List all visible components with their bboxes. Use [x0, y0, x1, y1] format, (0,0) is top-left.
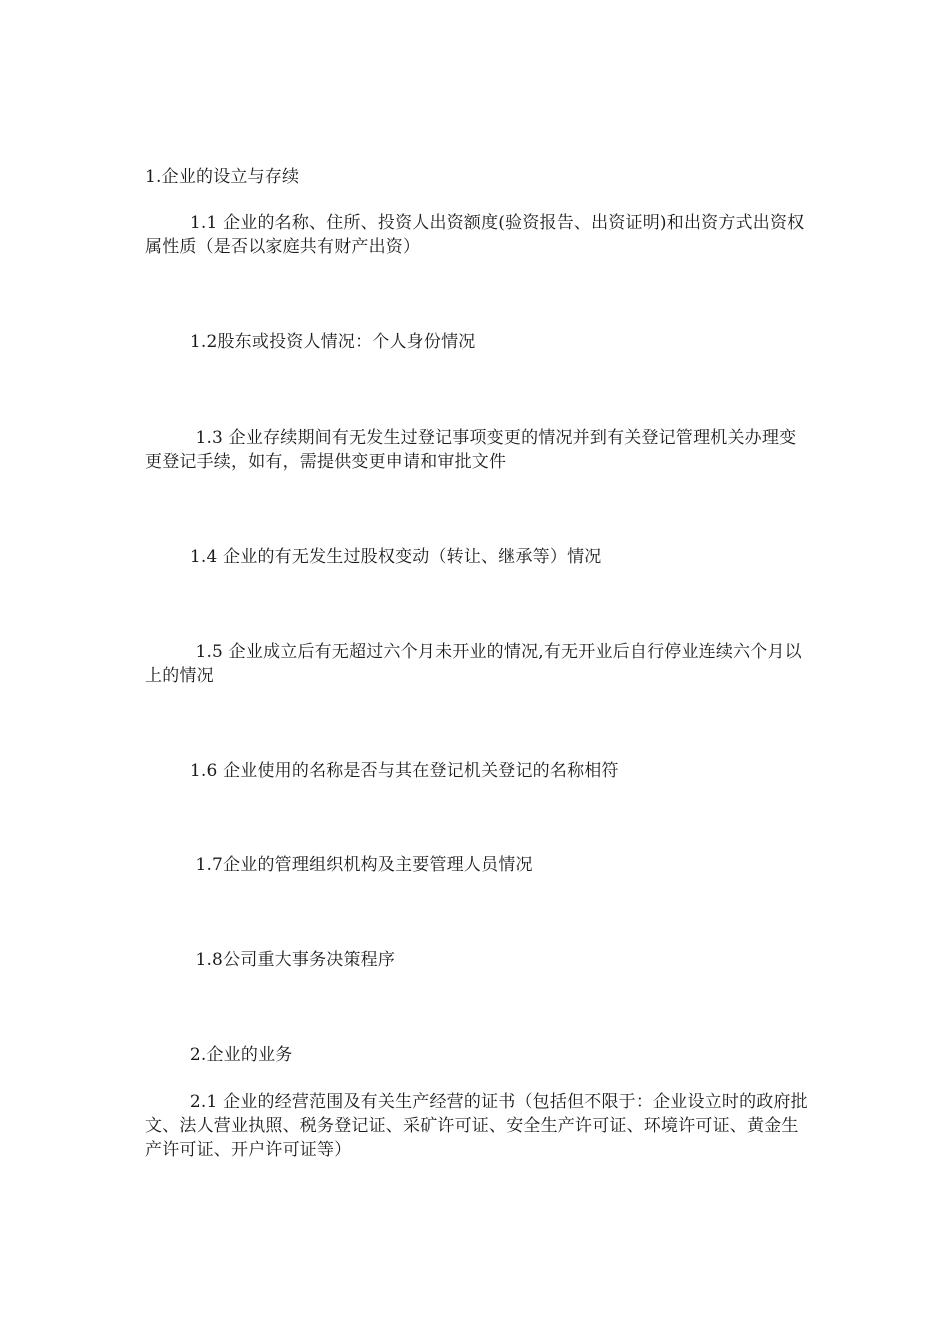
- item-2-1: 2.1 企业的经营范围及有关生产经营的证书（包括但不限于：企业设立时的政府批文、法人营业执照、税务登记证、采矿许可证、安全生产许可证、环境许可证、黄金生产许可证、开户许可证等）: [145, 1092, 808, 1160]
- item-1-1: 1.1 企业的名称、住所、投资人出资额度(验资报告、出资证明)和出资方式出资权属性质（是否以家庭共有财产出资）: [145, 213, 805, 257]
- item-1-4: 1.4 企业的有无发生过股权变动（转让、继承等）情况: [145, 547, 602, 567]
- item-1-2: 1.2股东或投资人情况：个人身份情况: [145, 332, 476, 352]
- item-1-8: 1.8公司重大事务决策程序: [145, 950, 396, 970]
- section-2-heading: 2.企业的业务: [145, 1045, 293, 1065]
- item-1-7: 1.7企业的管理组织机构及主要管理人员情况: [145, 855, 533, 875]
- item-1-5: 1.5 企业成立后有无超过六个月未开业的情况,有无开业后自行停业连续六个月以上的情况: [145, 642, 802, 686]
- item-1-3: 1.3 企业存续期间有无发生过登记事项变更的情况并到有关登记管理机关办理变更登记手续，如有，需提供变更申请和审批文件: [145, 428, 797, 472]
- item-1-6: 1.6 企业使用的名称是否与其在登记机关登记的名称相符: [145, 761, 619, 781]
- section-1-heading: 1.企业的设立与存续: [145, 167, 300, 187]
